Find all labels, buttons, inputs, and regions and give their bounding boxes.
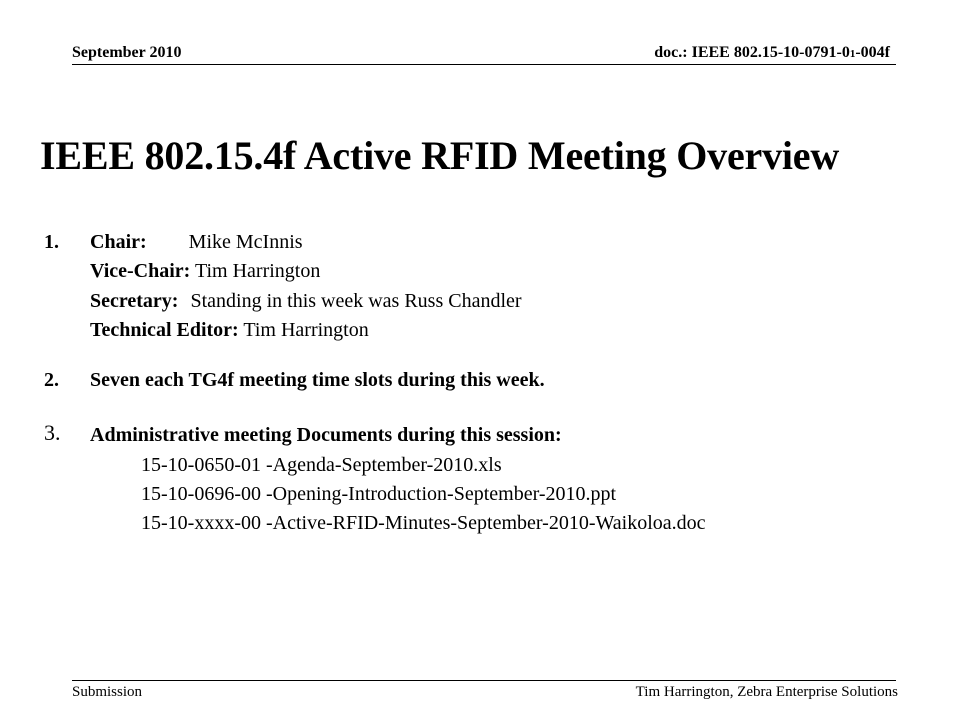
- chair-label: Chair:: [90, 231, 147, 253]
- doc-id-suffix: -004f: [855, 44, 890, 61]
- doc-id-revision: 1: [849, 48, 856, 60]
- technical-editor-line: [90, 319, 369, 342]
- item-2-number: 2.: [44, 369, 59, 391]
- chair-value: Mike McInnis: [188, 231, 303, 253]
- document-agenda: 15-10-0650-01 -Agenda-September-2010.xls: [141, 454, 502, 476]
- technical-editor-value: Tim Harrington: [243, 319, 369, 341]
- slide-title: IEEE 802.15.4f Active RFID Meeting Overview: [40, 133, 840, 178]
- doc-id-prefix: doc.: IEEE 802.15-10-0791-0: [654, 44, 850, 61]
- footer-author: Tim Harrington, Zebra Enterprise Solutions: [635, 684, 898, 700]
- header-rule: [72, 64, 896, 65]
- item-3-text: Administrative meeting Documents during this session:: [90, 424, 562, 446]
- vice-chair-line: [90, 260, 320, 283]
- document-minutes: 15-10-xxxx-00 -Active-RFID-Minutes-September-2010-Waikoloa.doc: [141, 512, 706, 534]
- header-date: September 2010: [72, 44, 182, 61]
- technical-editor-label: Technical Editor:: [90, 319, 239, 341]
- document-opening: 15-10-0696-00 -Opening-Introduction-September-2010.ppt: [141, 483, 617, 505]
- header-doc-id: [654, 44, 890, 62]
- footer-submission: Submission: [72, 684, 143, 700]
- item-3-number: 3.: [44, 420, 61, 445]
- item-1-number: 1.: [44, 231, 59, 253]
- vice-chair-value: Tim Harrington: [194, 260, 321, 282]
- secretary-label: Secretary:: [90, 290, 179, 312]
- footer-rule: [72, 680, 896, 681]
- vice-chair-label: Vice-Chair:: [90, 260, 191, 282]
- secretary-value: Standing in this week was Russ Chandler: [190, 290, 522, 312]
- secretary-line: [90, 290, 522, 313]
- item-2-text: Seven each TG4f meeting time slots during this week.: [90, 369, 545, 391]
- chair-line: [90, 231, 303, 254]
